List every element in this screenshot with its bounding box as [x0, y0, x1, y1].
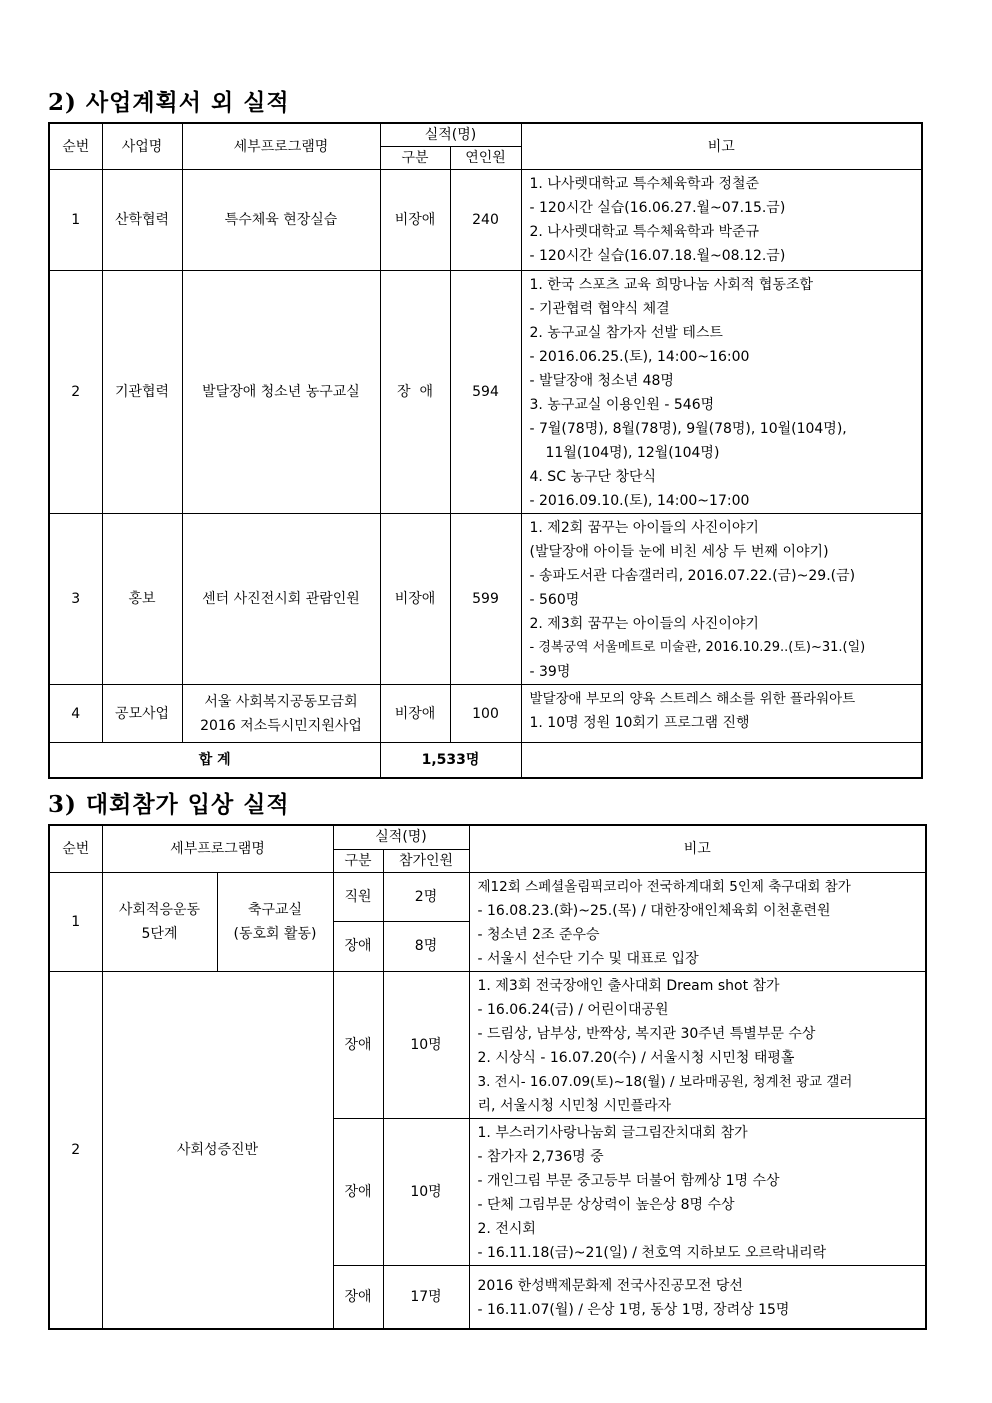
- remark-line: 4. SC 농구단 창단식: [529, 469, 657, 485]
- remark-line: 11월(104명), 12월(104명): [545, 445, 720, 461]
- row-count: 10명: [383, 1118, 469, 1265]
- remark-line: 1. 제2회 꿈꾸는 아이들의 사진이야기: [529, 520, 759, 536]
- program-line: 5단계: [141, 925, 178, 942]
- remark-line: - 2016.09.10.(토), 14:00~17:00: [529, 493, 750, 509]
- remark-line: 1. 제3회 전국장애인 출사대회 Dream shot 참가: [477, 977, 780, 994]
- row-count: 10명: [383, 971, 469, 1118]
- remark-line: - 120시간 실습(16.07.18.월~08.12.금): [529, 248, 786, 264]
- program-line: 서울 사회복지공동모금회: [204, 693, 358, 710]
- remark-line: 발달장애 부모의 양육 스트레스 해소를 위한 플라워아트: [529, 691, 856, 707]
- remark-line: - 16.06.24(금) / 어린이대공원: [477, 1001, 669, 1018]
- row-remarks: [521, 271, 922, 514]
- row-type: 비장애: [380, 685, 450, 743]
- remark-line: - 청소년 2조 준우승: [477, 926, 600, 943]
- row-remarks: [469, 1265, 926, 1329]
- remark-line: 2. 전시회: [477, 1220, 536, 1237]
- remark-line: - 16.11.18(금)~21(일) / 천호역 지하보도 오르락내리락: [477, 1244, 827, 1261]
- header-remarks: 비고: [521, 123, 922, 170]
- row-count: 8명: [383, 922, 469, 972]
- remark-line: 2. 시상식 - 16.07.20(수) / 서울시청 시민청 태평홀: [477, 1049, 795, 1066]
- row-business: 공모사업: [102, 685, 182, 743]
- total-remarks: [521, 743, 922, 778]
- row-type: 장애: [333, 1265, 383, 1329]
- header-participants: 참가인원: [383, 849, 469, 872]
- table-row: [49, 514, 922, 685]
- header-performance: 실적(명): [333, 825, 469, 849]
- remark-line: 2. 나사렛대학교 특수체육학과 박준규: [529, 224, 760, 240]
- program-line: (동호회 활동): [233, 925, 317, 942]
- header-row: [49, 825, 926, 849]
- remark-line: 1. 한국 스포츠 교육 희망나눔 사회적 협동조합: [529, 277, 813, 293]
- remark-line: 3. 농구교실 이용인원 - 546명: [529, 397, 715, 413]
- header-people: 연인원: [450, 147, 521, 170]
- row-count: 2명: [383, 872, 469, 922]
- row-people: 599: [450, 514, 521, 685]
- header-type: 구분: [380, 147, 450, 170]
- row-type: 직원: [333, 872, 383, 922]
- row-type: 장애: [333, 971, 383, 1118]
- row-no: 2: [49, 971, 102, 1329]
- row-remarks: [521, 685, 922, 743]
- row-remarks: [469, 1118, 926, 1265]
- header-performance: 실적(명): [380, 123, 521, 147]
- remark-line: - 경복궁역 서울메트로 미술관, 2016.10.29..(토)~31.(일): [529, 640, 866, 655]
- row-people: 100: [450, 685, 521, 743]
- table-row: [49, 971, 926, 1118]
- remark-line: 3. 전시- 16.07.09(토)~18(월) / 보라매공원, 청계천 광교 갤러: [477, 1073, 853, 1090]
- header-program: 세부프로그램명: [102, 825, 333, 872]
- header-row: [49, 123, 922, 147]
- row-business: 기관협력: [102, 271, 182, 514]
- row-people: 594: [450, 271, 521, 514]
- remark-line: 1. 나사렛대학교 특수체육학과 정철준: [529, 176, 760, 192]
- remark-line: - 기관협력 협약식 체결: [529, 301, 670, 317]
- remark-line: - 송파도서관 다솜갤러리, 2016.07.22.(금)~29.(금): [529, 568, 856, 584]
- remark-line: - 드림상, 남부상, 반짝상, 복지관 30주년 특별부문 수상: [477, 1025, 816, 1042]
- table-row: [49, 170, 922, 271]
- program-line: 2016 저소득시민지원사업: [200, 717, 362, 734]
- remark-line: 1. 부스러기사랑나눔회 글그림잔치대회 참가: [477, 1124, 748, 1141]
- header-business: 사업명: [102, 123, 182, 170]
- row-remarks: [469, 872, 926, 971]
- row-type: 장 애: [380, 271, 450, 514]
- remark-line: 1. 10명 정원 10회기 프로그램 진행: [529, 715, 750, 731]
- table-row: [49, 685, 922, 743]
- business-results-table: [48, 122, 923, 779]
- total-label: 합 계: [49, 743, 380, 778]
- header-no: 순번: [49, 123, 102, 170]
- remark-line: - 참가자 2,736명 중: [477, 1148, 604, 1165]
- row-type: 장애: [333, 922, 383, 972]
- row-no: 3: [49, 514, 102, 685]
- row-business: 산학협력: [102, 170, 182, 271]
- remark-line: - 7월(78명), 8월(78명), 9월(78명), 10월(104명),: [529, 421, 847, 437]
- remark-line: - 2016.06.25.(토), 14:00~16:00: [529, 349, 750, 365]
- remark-line: 2. 제3회 꿈꾸는 아이들의 사진이야기: [529, 616, 759, 632]
- remark-line: - 서울시 선수단 기수 및 대표로 입장: [477, 950, 699, 967]
- row-program: [182, 685, 380, 743]
- table-row: [49, 271, 922, 514]
- row-no: 2: [49, 271, 102, 514]
- total-row: [49, 743, 922, 778]
- remark-line: - 발달장애 청소년 48명: [529, 373, 674, 389]
- remark-line: - 120시간 실습(16.06.27.월~07.15.금): [529, 200, 786, 216]
- row-type: 비장애: [380, 514, 450, 685]
- row-program-a: [102, 872, 217, 971]
- remark-line: 2. 농구교실 참가자 선발 테스트: [529, 325, 723, 341]
- row-program: 특수체육 현장실습: [182, 170, 380, 271]
- total-value: 1,533명: [380, 743, 521, 778]
- row-remarks: [521, 170, 922, 271]
- table-row: [49, 872, 926, 922]
- section-title-business-results: 2) 사업계획서 외 실적: [48, 89, 290, 116]
- remark-line: (발달장애 아이들 눈에 비친 세상 두 번째 이야기): [529, 544, 829, 560]
- program-line: 축구교실: [247, 901, 303, 918]
- row-business: 홍보: [102, 514, 182, 685]
- program-line: 사회적응운동: [118, 901, 201, 918]
- remark-line: 리, 서울시청 시민청 시민플라자: [477, 1097, 672, 1114]
- row-program-b: [217, 872, 333, 971]
- section-title-competition-results: 3) 대회참가 입상 실적: [48, 791, 290, 818]
- row-no: 1: [49, 170, 102, 271]
- row-no: 4: [49, 685, 102, 743]
- competition-results-table: [48, 824, 927, 1330]
- header-program: 세부프로그램명: [182, 123, 380, 170]
- row-remarks: [521, 514, 922, 685]
- row-people: 240: [450, 170, 521, 271]
- remark-line: - 단체 그림부문 상상력이 높은상 8명 수상: [477, 1196, 735, 1213]
- remark-line: - 560명: [529, 592, 580, 608]
- row-type: 비장애: [380, 170, 450, 271]
- remark-line: - 16.11.07(월) / 은상 1명, 동상 1명, 장려상 15명: [477, 1301, 790, 1318]
- remark-line: - 개인그림 부문 중고등부 더불어 함께상 1명 수상: [477, 1172, 780, 1189]
- row-remarks: [469, 971, 926, 1118]
- row-no: 1: [49, 872, 102, 971]
- remark-line: 2016 한성백제문화제 전국사진공모전 당선: [477, 1277, 743, 1294]
- header-remarks: 비고: [469, 825, 926, 872]
- row-count: 17명: [383, 1265, 469, 1329]
- header-no: 순번: [49, 825, 102, 872]
- remark-line: 제12회 스페셜올림픽코리아 전국하계대회 5인제 축구대회 참가: [477, 878, 851, 895]
- row-program: 사회성증진반: [102, 971, 333, 1329]
- row-type: 장애: [333, 1118, 383, 1265]
- row-program: 발달장애 청소년 농구교실: [182, 271, 380, 514]
- header-type: 구분: [333, 849, 383, 872]
- row-program: 센터 사진전시회 관람인원: [182, 514, 380, 685]
- remark-line: - 16.08.23.(화)~25.(목) / 대한장애인체육회 이천훈련원: [477, 902, 831, 919]
- remark-line: - 39명: [529, 664, 571, 680]
